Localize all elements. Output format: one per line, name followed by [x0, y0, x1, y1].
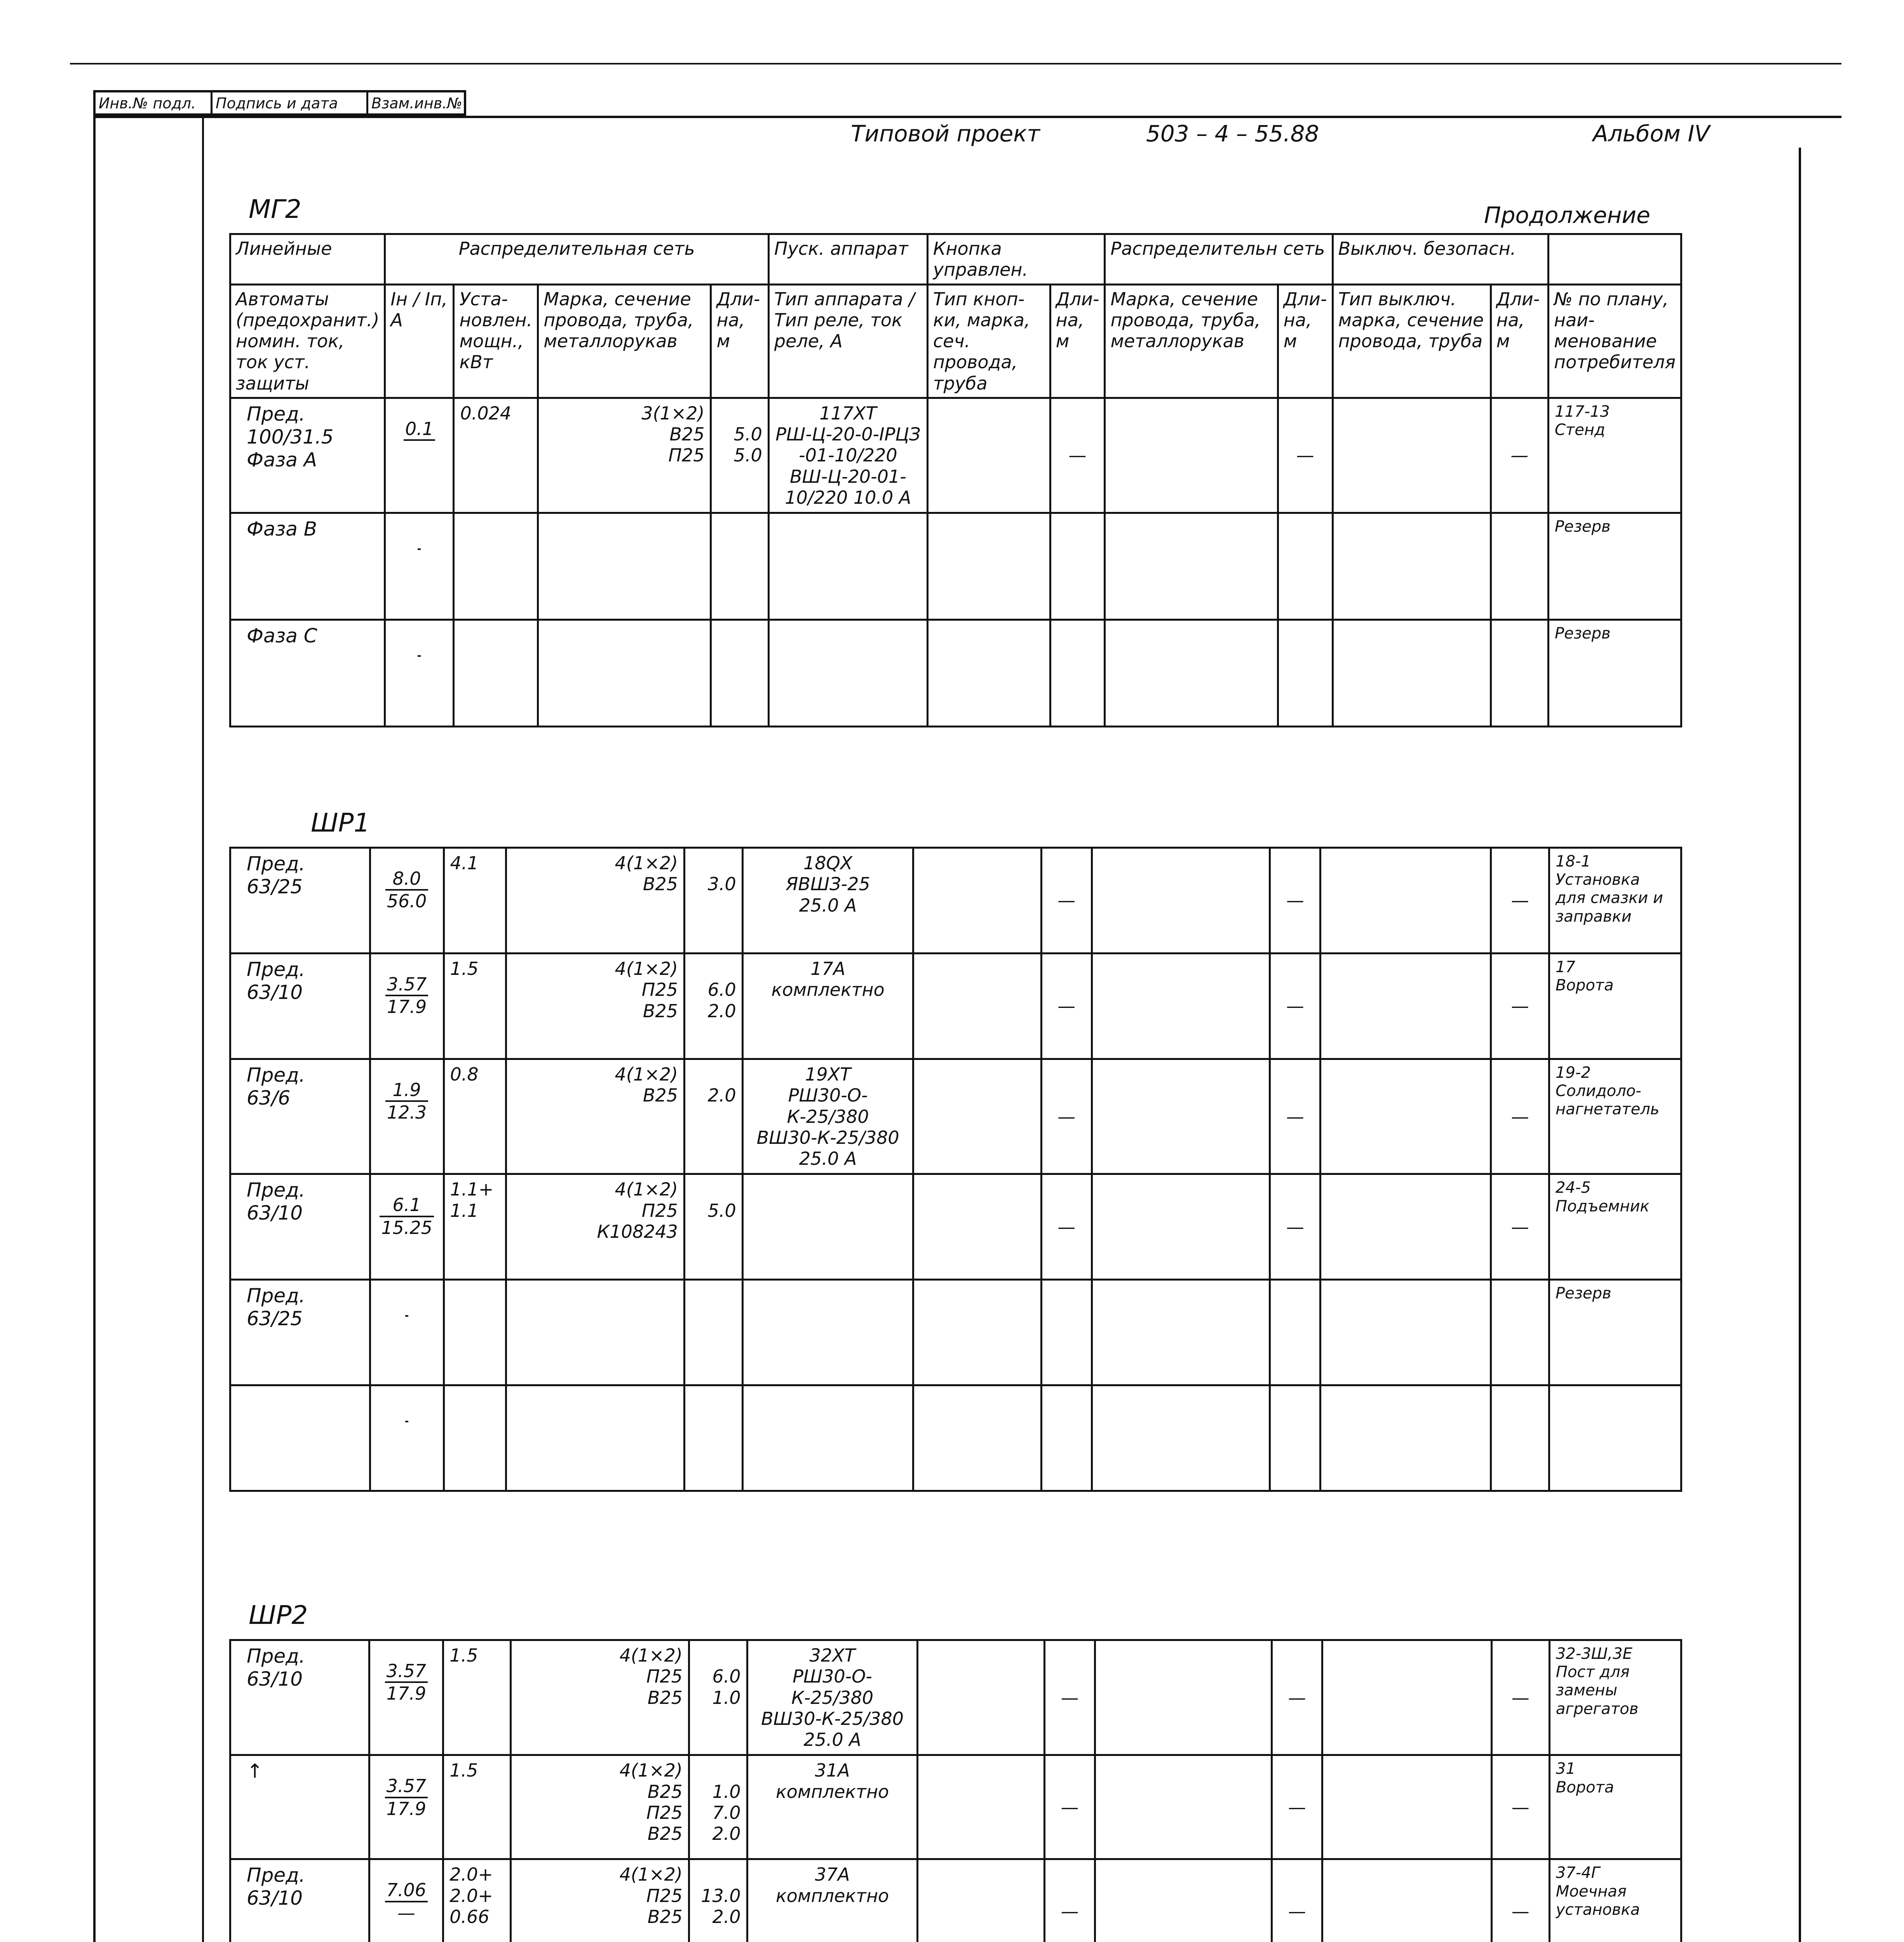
cons-cell: 37-4Г Моечная установка	[1549, 1859, 1681, 1942]
current-fraction	[404, 418, 435, 441]
app-cell: 31А комплектно	[747, 1755, 918, 1859]
continuation-label: Продолжение	[1484, 202, 1650, 228]
sw-cell	[1322, 1859, 1491, 1942]
l4-cell	[1491, 513, 1548, 620]
table-row	[230, 1174, 1681, 1280]
shr2-table	[229, 1639, 1682, 1942]
app-cell: 32ХТ РШ30-О-К-25/380 ВШ30-К-25/380 25.0 А	[747, 1640, 918, 1755]
btn-cell	[913, 1059, 1041, 1174]
wire2-cell	[1092, 1385, 1270, 1491]
col-header: Автоматы (предохранит.) номин. ток, ток уст. защиты	[230, 284, 385, 398]
l3-cell: —	[1272, 1859, 1322, 1942]
nominal-current	[418, 548, 421, 550]
group-header: Распределительн сеть	[1105, 234, 1333, 285]
wire2-cell	[1092, 1280, 1270, 1385]
l3-cell	[1270, 1385, 1320, 1491]
group-header: Распределительная сеть	[385, 234, 769, 285]
current-fraction	[385, 1879, 428, 1923]
table-row	[230, 398, 1681, 513]
current-fraction	[405, 1315, 408, 1317]
btn-cell	[918, 1859, 1045, 1942]
current-cell	[385, 620, 454, 727]
wire2-cell	[1105, 620, 1278, 727]
nominal-current	[405, 1421, 408, 1422]
l2-cell: —	[1041, 1059, 1092, 1174]
col-header: Iн / Iп, А	[385, 284, 454, 398]
col-header: Марка, сечение провода, труба, металлорукав	[1105, 284, 1278, 398]
p-cell: 0.8	[444, 1059, 506, 1174]
group-header: Выключ. безопасн.	[1333, 234, 1548, 285]
table-row	[230, 1280, 1681, 1385]
current-cell	[369, 1859, 443, 1942]
current-cell	[385, 513, 454, 620]
wire2-cell	[1105, 398, 1278, 513]
l4-cell: —	[1491, 954, 1549, 1059]
l3-cell	[1270, 1280, 1320, 1385]
current-cell	[370, 1059, 444, 1174]
table-row	[230, 848, 1681, 954]
btn-cell	[913, 1280, 1041, 1385]
current-fraction	[385, 868, 428, 912]
start-current: 17.9	[387, 996, 427, 1018]
wire-cell: 4(1×2) П25 В25	[506, 954, 684, 1059]
l2-cell	[1050, 620, 1105, 727]
btn-cell	[913, 1174, 1041, 1280]
cons-cell: Резерв	[1549, 1280, 1681, 1385]
l4-cell: —	[1491, 1859, 1549, 1942]
sw-cell	[1320, 848, 1491, 954]
wire-cell: 4(1×2) В25 П25 В25	[511, 1755, 689, 1859]
nominal-current: 7.06	[385, 1879, 428, 1902]
col-header: Дли-на, м	[1050, 284, 1105, 398]
shr2-body	[230, 1640, 1681, 1942]
len-cell	[711, 513, 768, 620]
group-header: Пуск. аппарат	[768, 234, 927, 285]
current-fraction	[385, 1079, 428, 1123]
l3-cell: —	[1278, 398, 1333, 513]
stamp-top	[93, 90, 466, 116]
cons-cell: 117-13 Стенд	[1549, 398, 1681, 513]
p-cell	[454, 513, 538, 620]
auto-cell: Фаза В	[230, 513, 385, 620]
nominal-current: 8.0	[385, 868, 428, 891]
wire2-cell	[1092, 1174, 1270, 1280]
frame-inner-left	[202, 116, 204, 1942]
current-cell	[370, 1174, 444, 1280]
wire-cell	[538, 620, 711, 727]
l3-cell	[1278, 513, 1333, 620]
cons-cell: 32-3Ш,3Е Пост для замены агрегатов	[1549, 1640, 1681, 1755]
sw-cell	[1322, 1640, 1491, 1755]
current-cell	[370, 848, 444, 954]
p-cell	[444, 1280, 506, 1385]
auto-cell: Пред. 100/31.5 Фаза А	[230, 398, 385, 513]
wire2-cell	[1092, 848, 1270, 954]
current-fraction	[385, 1660, 428, 1704]
l3-cell: —	[1270, 1059, 1320, 1174]
app-cell	[742, 1174, 913, 1280]
wire2-cell	[1092, 1059, 1270, 1174]
col-header: Тип выключ. марка, сечение провода, труба	[1333, 284, 1491, 398]
group-header-empty	[1549, 234, 1681, 285]
len-cell: 3.0	[684, 848, 742, 954]
start-current: —	[397, 1902, 415, 1923]
nominal-current: 3.57	[385, 1775, 428, 1798]
section-label-mg2: МГ2	[249, 194, 301, 224]
table-row	[230, 1385, 1681, 1491]
frame-right-line	[1799, 148, 1801, 1942]
auto-cell: Пред. 63/10	[230, 954, 370, 1059]
l4-cell: —	[1491, 1640, 1549, 1755]
wire-cell: 3(1×2) В25 П25	[538, 398, 711, 513]
start-current: 12.3	[387, 1102, 427, 1123]
auto-cell: Пред. 63/6	[230, 1059, 370, 1174]
wire2-cell	[1095, 1859, 1272, 1942]
l3-cell: —	[1270, 848, 1320, 954]
wire-cell	[506, 1280, 684, 1385]
btn-cell	[913, 954, 1041, 1059]
l4-cell	[1491, 1280, 1549, 1385]
l2-cell: —	[1050, 398, 1105, 513]
p-cell: 2.0+ 2.0+ 0.66	[443, 1859, 511, 1942]
l3-cell	[1278, 620, 1333, 727]
wire2-cell	[1095, 1755, 1272, 1859]
sw-cell	[1333, 513, 1491, 620]
nominal-current: 0.1	[404, 418, 435, 441]
cons-cell: 31 Ворота	[1549, 1755, 1681, 1859]
col-header: Тип кноп-ки, марка, сеч. провода, труба	[927, 284, 1050, 398]
current-fraction	[385, 974, 428, 1018]
len-cell	[684, 1385, 742, 1491]
l2-cell: —	[1045, 1859, 1095, 1942]
p-cell: 1.5	[443, 1640, 511, 1755]
wire-cell: 4(1×2) П25 В25	[511, 1859, 689, 1942]
app-cell	[768, 513, 927, 620]
current-cell	[369, 1755, 443, 1859]
wire-cell: 4(1×2) П25 К108243	[506, 1174, 684, 1280]
p-cell: 1.5	[443, 1755, 511, 1859]
p-cell: 1.5	[444, 954, 506, 1059]
frame-top-edge	[70, 63, 1841, 64]
cons-cell: Резерв	[1549, 513, 1681, 620]
col-header: Уста-новлен. мощн., кВт	[454, 284, 538, 398]
stamp-cell: Взам.инв.№	[371, 95, 462, 112]
sw-cell	[1320, 1174, 1491, 1280]
l4-cell: —	[1491, 1059, 1549, 1174]
current-fraction	[405, 1421, 408, 1422]
l4-cell: —	[1491, 398, 1548, 513]
l4-cell: —	[1491, 1174, 1549, 1280]
current-cell	[370, 954, 444, 1059]
len-cell: 6.0 1.0	[689, 1640, 747, 1755]
l4-cell	[1491, 620, 1548, 727]
nominal-current: 6.1	[380, 1194, 434, 1217]
auto-cell: Фаза С	[230, 620, 385, 727]
wire-cell: 4(1×2) В25	[506, 1059, 684, 1174]
sw-cell	[1320, 1280, 1491, 1385]
btn-cell	[927, 398, 1050, 513]
app-cell: 17А комплектно	[742, 954, 913, 1059]
sw-cell	[1320, 1059, 1491, 1174]
app-cell: 19ХТ РШ30-О-К-25/380 ВШ30-К-25/380 25.0 А	[742, 1059, 913, 1174]
current-cell	[385, 398, 454, 513]
p-cell: 4.1	[444, 848, 506, 954]
auto-cell: Пред. 63/25	[230, 1280, 370, 1385]
l2-cell: —	[1045, 1755, 1095, 1859]
len-cell: 5.0 5.0	[711, 398, 768, 513]
stamp-cell: Инв.№ подл.	[96, 92, 213, 113]
p-cell	[454, 620, 538, 727]
l2-cell	[1050, 513, 1105, 620]
section-label-shr2: ШР2	[249, 1600, 308, 1630]
shr1-table	[229, 847, 1682, 1492]
start-current: 56.0	[387, 891, 427, 912]
table-row	[230, 1640, 1681, 1755]
cons-cell: 24-5 Подъемник	[1549, 1174, 1681, 1280]
l3-cell: —	[1270, 954, 1320, 1059]
col-header: № по плану, наи-менование потребителя	[1549, 284, 1681, 398]
table-row	[230, 1859, 1681, 1942]
l2-cell: —	[1041, 954, 1092, 1059]
table-row	[230, 1755, 1681, 1859]
nominal-current: 1.9	[385, 1079, 428, 1102]
btn-cell	[918, 1755, 1045, 1859]
sw-cell	[1333, 398, 1491, 513]
col-header: Марка, сечение провода, труба, металлорукав	[538, 284, 711, 398]
sw-cell	[1333, 620, 1491, 727]
col-header: Дли-на, м	[1278, 284, 1333, 398]
nominal-current	[405, 1315, 408, 1317]
nominal-current	[418, 655, 421, 657]
current-cell	[370, 1385, 444, 1491]
current-fraction	[418, 655, 421, 657]
len-cell	[711, 620, 768, 727]
btn-cell	[927, 513, 1050, 620]
wire-cell: 4(1×2) П25 В25	[511, 1640, 689, 1755]
col-header: Дли-на, м	[1491, 284, 1548, 398]
btn-cell	[918, 1640, 1045, 1755]
l3-cell: —	[1272, 1755, 1322, 1859]
frame-left-line	[93, 116, 96, 1942]
table-row	[230, 513, 1681, 620]
current-cell	[369, 1640, 443, 1755]
cons-cell: 18-1 Установка для смазки и заправки	[1549, 848, 1681, 954]
p-cell: 1.1+ 1.1	[444, 1174, 506, 1280]
project-number: 503 – 4 – 55.88	[1146, 120, 1319, 147]
p-cell	[444, 1385, 506, 1491]
project-title: Типовой проект	[851, 120, 1040, 147]
auto-cell: Пред. 63/10	[230, 1859, 369, 1942]
l2-cell: —	[1041, 1174, 1092, 1280]
l2-cell: —	[1041, 848, 1092, 954]
sw-cell	[1320, 1385, 1491, 1491]
table-row	[230, 954, 1681, 1059]
sw-cell	[1320, 954, 1491, 1059]
nominal-current: 3.57	[385, 1660, 428, 1683]
auto-cell: Пред. 63/25	[230, 848, 370, 954]
btn-cell	[913, 1385, 1041, 1491]
wire-cell	[538, 513, 711, 620]
wire-cell: 4(1×2) В25	[506, 848, 684, 954]
current-fraction	[385, 1775, 428, 1819]
l2-cell	[1041, 1280, 1092, 1385]
len-cell: 13.0 2.0	[689, 1859, 747, 1942]
l3-cell: —	[1272, 1640, 1322, 1755]
section-label-shr1: ШР1	[311, 808, 370, 838]
len-cell: 5.0	[684, 1174, 742, 1280]
wire2-cell	[1105, 513, 1278, 620]
col-header: Тип аппарата / Тип реле, ток реле, А	[768, 284, 927, 398]
stamp-cell: Подпись и дата	[213, 92, 368, 113]
group-header: Линейные	[230, 234, 385, 285]
btn-cell	[913, 848, 1041, 954]
mg2-body	[230, 398, 1681, 726]
app-cell	[742, 1385, 913, 1491]
current-cell	[370, 1280, 444, 1385]
current-fraction	[418, 548, 421, 550]
btn-cell	[927, 620, 1050, 727]
col-header: Дли-на, м	[711, 284, 768, 398]
len-cell: 6.0 2.0	[684, 954, 742, 1059]
sw-cell	[1322, 1755, 1491, 1859]
wire2-cell	[1092, 954, 1270, 1059]
wire2-cell	[1095, 1640, 1272, 1755]
cons-cell	[1549, 1385, 1681, 1491]
l4-cell	[1491, 1385, 1549, 1491]
start-current: 15.25	[381, 1217, 432, 1238]
auto-cell	[230, 1385, 370, 1491]
album-label: Альбом IV	[1593, 120, 1710, 147]
cons-cell: Резерв	[1549, 620, 1681, 727]
table-row	[230, 620, 1681, 727]
p-cell: 0.024	[454, 398, 538, 513]
len-cell: 2.0	[684, 1059, 742, 1174]
frame-top-line	[93, 116, 1841, 118]
start-current: 17.9	[386, 1798, 427, 1819]
auto-cell: Пред. 63/10	[230, 1640, 369, 1755]
app-cell: 18QХ ЯВШЗ-25 25.0 А	[742, 848, 913, 954]
cons-cell: 17 Ворота	[1549, 954, 1681, 1059]
table-row	[230, 1059, 1681, 1174]
mg2-table	[229, 233, 1682, 727]
l4-cell: —	[1491, 848, 1549, 954]
nominal-current: 3.57	[385, 974, 428, 996]
l3-cell: —	[1270, 1174, 1320, 1280]
l4-cell: —	[1491, 1755, 1549, 1859]
current-fraction	[380, 1194, 434, 1238]
shr1-body	[230, 848, 1681, 1491]
l2-cell	[1041, 1385, 1092, 1491]
group-header: Кнопка управлен.	[927, 234, 1105, 285]
l2-cell: —	[1045, 1640, 1095, 1755]
cons-cell: 19-2 Солидоло-нагнетатель	[1549, 1059, 1681, 1174]
app-cell: 117ХТ РШ-Ц-20-0-IРЦЗ -01-10/220 ВШ-Ц-20-01- 10/220 10.0 А	[768, 398, 927, 513]
start-current: 17.9	[386, 1683, 427, 1704]
len-cell	[684, 1280, 742, 1385]
app-cell	[742, 1280, 913, 1385]
wire-cell	[506, 1385, 684, 1491]
len-cell: 1.0 7.0 2.0	[689, 1755, 747, 1859]
app-cell	[768, 620, 927, 727]
auto-cell: ↑	[230, 1755, 369, 1859]
app-cell: 37А комплектно	[747, 1859, 918, 1942]
auto-cell: Пред. 63/10	[230, 1174, 370, 1280]
